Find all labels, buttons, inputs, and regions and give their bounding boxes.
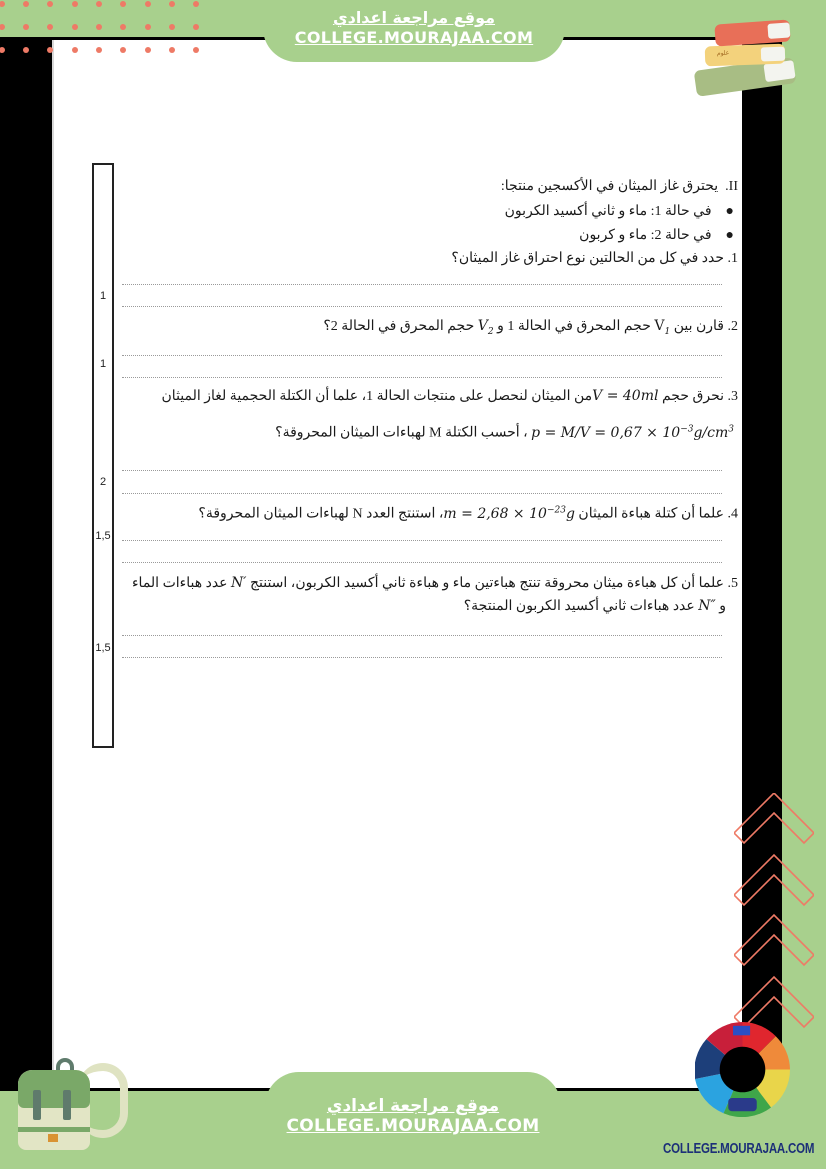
volume-formula: V = 40ml [592,388,659,404]
answer-line[interactable] [122,377,722,378]
answer-line[interactable] [122,562,722,563]
question-3-mark: 2 [99,476,107,488]
question-text: عدد هباءات الماء [131,576,228,591]
question-number: 5. [727,576,738,591]
case-2-item [579,227,734,244]
intro-text: يحترق غاز الميثان في الأكسجين منتجا: [500,179,719,194]
bullet-icon: ● [725,228,734,243]
question-number: 2. [727,319,738,334]
question-3-line-2 [275,424,734,442]
book-yellow-icon: ﻋﻠﻮﻡ [705,44,786,67]
n-prime-symbol: N′ [231,575,247,591]
question-4-mark: 1,5 [95,530,111,542]
answer-line[interactable] [122,635,722,636]
chevron-decoration [734,793,814,1033]
answer-line[interactable] [122,355,722,356]
answer-line[interactable] [122,540,722,541]
section-number: II. [725,179,738,194]
question-2 [323,318,738,337]
question-text: ، أحسب الكتلة M لهباءات الميثان المحروقة؟ [275,425,528,441]
n-double-prime-symbol: N″ [698,598,716,614]
question-text: حجم المحرق في الحالة 1 و [497,319,651,334]
question-3-line-1 [162,388,738,405]
answer-line[interactable] [122,493,722,494]
question-text: حدد في كل من الحالتين نوع احتراق غاز الميثان؟ [451,251,724,266]
question-number: 1. [727,251,738,266]
question-text: عدد هباءات ثاني أكسيد الكربون المنتجة؟ [463,599,695,614]
bullet-icon: ● [725,204,734,219]
question-text: و [719,599,726,614]
question-1 [451,250,738,267]
site-logo-wheel-icon[interactable] [695,1022,790,1117]
question-text: من الميثان لنحصل على منتجات الحالة 1، علما أن الكتلة الحجمية لغاز الميثان [161,389,593,404]
site-url-link[interactable]: COLLEGE.MOURAJAA.COM [286,1116,540,1136]
site-url-link[interactable]: COLLEGE.MOURAJAA.COM [294,28,534,47]
question-1-mark: 1 [99,290,107,302]
question-number: 3. [727,389,738,404]
question-text: علما أن كتلة هباءة الميثان [578,506,724,522]
question-text: ، استنتج العدد N لهباءات الميثان المحروقة؟ [198,506,444,522]
site-name-arabic[interactable]: موقع مراجعة اعدادي [332,8,496,27]
answer-line[interactable] [122,306,722,307]
footer-site-banner[interactable] [265,1072,561,1169]
exercise-intro [501,178,738,195]
logo-site-url[interactable]: COLLEGE.MOURAJAA.COM [663,1141,815,1157]
marks-column [92,163,114,748]
v1-symbol: $V_1$ [654,318,671,337]
backpack-icon [18,1058,113,1158]
answer-line[interactable] [122,657,722,658]
question-4 [198,505,738,523]
question-5-line-2 [464,598,726,615]
case-1-text: في حالة 1: ماء و ثاني أكسيد الكربون [504,204,712,219]
mass-formula: $m = 2,68 \times 10^{-23}g$ [443,505,575,522]
question-text: علما أن كل هباءة ميثان محروقة تنتج هباءتين ماء و هباءة ثاني أكسيد الكربون، استنتج [249,576,724,591]
case-1-item [505,203,734,220]
question-text: حجم المحرق في الحالة 2؟ [323,319,475,334]
density-formula: $p = M/V = 0,67 \times 10^{-3}g/cm^3$ [531,424,734,441]
question-text: نحرق حجم [661,389,724,404]
answer-line[interactable] [122,470,722,471]
question-2-mark: 1 [99,358,107,370]
case-2-text: في حالة 2: ماء و كربون [579,228,712,243]
question-number: 4. [727,506,738,522]
question-5-line-1 [132,575,738,592]
answer-line[interactable] [122,284,722,285]
site-name-arabic[interactable]: موقع مراجعة اعدادي [326,1096,500,1116]
chevron-up-icon [734,793,814,1033]
question-5-mark: 1,5 [95,642,111,654]
v2-symbol: $V_2$ [477,318,494,337]
question-text: قارن بين [673,319,724,334]
